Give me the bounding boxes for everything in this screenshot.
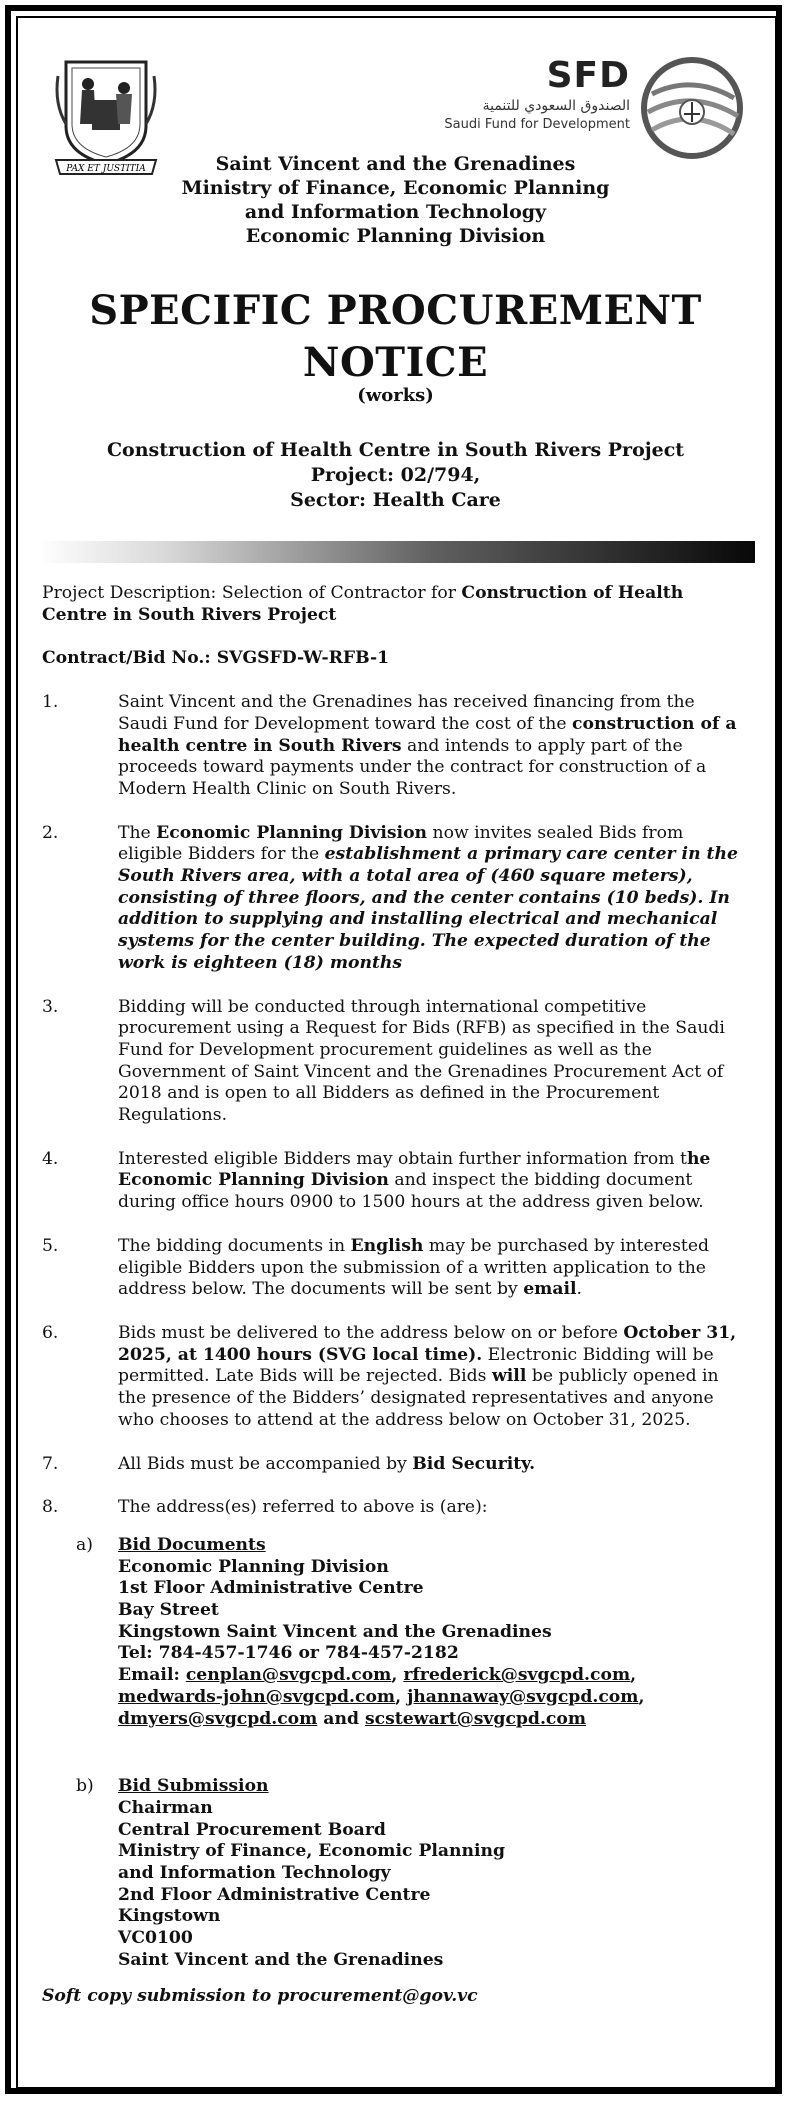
clause-bold: he Economic Planning Division bbox=[118, 1148, 711, 1191]
clause-text: be publicly opened in the presence of the Bidders’ designated representatives and anyone who chooses to attend at the address below on October 31, 2025. bbox=[118, 1366, 719, 1430]
clause-number: 4. bbox=[42, 1148, 59, 1169]
clause-text: The bidding documents in bbox=[118, 1235, 351, 1256]
notice-title bbox=[38, 285, 753, 389]
gov-line: Ministry of Finance, Economic Planning bbox=[181, 177, 610, 199]
project-line: Sector: Health Care bbox=[290, 489, 501, 511]
clause-number: 6. bbox=[42, 1322, 59, 1343]
clause-bold: email bbox=[523, 1279, 577, 1300]
email-link[interactable]: dmyers@svgcpd.com bbox=[118, 1708, 318, 1729]
address-letter: b) bbox=[76, 1776, 94, 1797]
clause-bold: Bid Security. bbox=[412, 1453, 536, 1474]
email-link[interactable]: cenplan@svgcpd.com bbox=[185, 1665, 392, 1686]
sfd-logo bbox=[428, 54, 748, 154]
project-description bbox=[42, 583, 742, 626]
clause-text: The address(es) referred to above is (are): bbox=[118, 1497, 488, 1518]
clause-text: Bids must be delivered to the address below on or before bbox=[118, 1322, 624, 1343]
address-bid-documents bbox=[42, 1535, 742, 1730]
separator: and bbox=[317, 1708, 365, 1729]
separator: , bbox=[630, 1665, 637, 1686]
clause-text: Saint Vincent and the Grenadines has received financing from the Saudi Fund for Development toward the cost of the bbox=[118, 692, 695, 734]
clause-bold-italic: establishment a primary care center in the South Rivers area, with a total area of (460 square meters), consisting of three floors, and the center contains (10 beds). In addition to supplying and installing electrical and mechanical systems for the center building. The expected duration of the work is eighteen (18) months bbox=[118, 844, 738, 973]
separator: , bbox=[391, 1665, 404, 1686]
clause-bold: construction of a health centre in South Rivers bbox=[118, 713, 737, 756]
clause-2 bbox=[42, 823, 742, 975]
clause-bold: will bbox=[491, 1366, 527, 1387]
clause-7 bbox=[42, 1454, 742, 1476]
clause-6 bbox=[42, 1323, 742, 1432]
clause-bold: October 31, 2025, at 1400 hours (SVG local time). bbox=[118, 1322, 737, 1365]
clause-1 bbox=[42, 692, 742, 801]
gov-line: and Information Technology bbox=[244, 201, 547, 223]
separator: , bbox=[395, 1686, 408, 1707]
clause-3 bbox=[42, 997, 742, 1127]
address-line: 2nd Floor Administrative Centre bbox=[118, 1884, 431, 1905]
description-prefix: Project Description: Selection of Contractor for bbox=[42, 583, 462, 603]
address-line: Economic Planning Division bbox=[118, 1556, 389, 1577]
government-heading bbox=[38, 152, 753, 248]
title-line: NOTICE bbox=[302, 339, 489, 386]
clause-text: now invites sealed Bids from eligible Bidders for the bbox=[118, 822, 684, 865]
sfd-abbrev: SFD bbox=[546, 55, 630, 96]
notice-body bbox=[42, 583, 742, 2007]
gov-line: Economic Planning Division bbox=[245, 225, 546, 247]
clause-text: and inspect the bidding document during office hours 0900 to 1500 hours at the address given below. bbox=[118, 1170, 704, 1213]
email-link[interactable]: rfrederick@svgcpd.com bbox=[403, 1665, 631, 1686]
address-line: Kingstown Saint Vincent and the Grenadines bbox=[118, 1621, 552, 1642]
gov-line: Saint Vincent and the Grenadines bbox=[215, 153, 576, 175]
clause-text: Bidding will be conducted through international competitive procurement using a Request for Bids (RFB) as specified in the Saudi Fund for Development procurement guidelines as well as the Government of Saint Vincent and the Grenadines Procurement Act of 2018 and is open to all Bidders as defined in the Procurement Regulations. bbox=[118, 996, 725, 1126]
clause-number: 1. bbox=[42, 692, 59, 713]
phone-line: Tel: 784-457-1746 or 784-457-2182 bbox=[118, 1643, 459, 1664]
clause-text: and intends to apply part of the proceeds toward payments under the contract for construction of a Modern Health Clinic on South Rivers. bbox=[118, 735, 707, 799]
clause-number: 2. bbox=[42, 822, 59, 843]
email-label: Email: bbox=[118, 1665, 186, 1686]
sfd-globe-icon bbox=[638, 54, 746, 162]
clause-5 bbox=[42, 1236, 742, 1301]
gradient-divider bbox=[38, 541, 755, 563]
clause-bold: Economic Planning Division bbox=[156, 822, 428, 843]
clause-text: The bbox=[118, 822, 157, 843]
clause-text: . bbox=[576, 1279, 583, 1300]
separator: , bbox=[638, 1686, 645, 1707]
project-heading bbox=[38, 438, 753, 513]
address-line: 1st Floor Administrative Centre bbox=[118, 1578, 424, 1599]
contract-number: Contract/Bid No.: SVGSFD-W-RFB-1 bbox=[42, 648, 390, 669]
address-line: Chairman bbox=[118, 1797, 213, 1818]
clause-text: Interested eligible Bidders may obtain further information from t bbox=[118, 1148, 687, 1169]
clause-4 bbox=[42, 1149, 742, 1214]
clause-number: 3. bbox=[42, 996, 59, 1017]
address-line: Bay Street bbox=[118, 1600, 219, 1621]
sfd-arabic-name: الصندوق السعودي للتنمية bbox=[482, 98, 630, 114]
soft-copy-note: Soft copy submission to procurement@gov.vc bbox=[42, 1985, 478, 2006]
email-line bbox=[118, 1665, 742, 1730]
email-link[interactable]: jhannaway@svgcpd.com bbox=[407, 1686, 639, 1707]
project-line: Construction of Health Centre in South Rivers Project bbox=[106, 439, 685, 461]
address-heading: Bid Submission bbox=[118, 1776, 269, 1797]
project-line: Project: 02/794, bbox=[310, 464, 481, 486]
address-line: Ministry of Finance, Economic Planning bbox=[118, 1841, 506, 1862]
address-line: VC0100 bbox=[118, 1928, 193, 1949]
address-heading: Bid Documents bbox=[118, 1534, 266, 1555]
notice-header bbox=[38, 40, 753, 545]
clause-text: may be purchased by interested eligible Bidders upon the submission of a written application to the address below. The documents will be sent by bbox=[118, 1235, 709, 1300]
email-link[interactable]: scstewart@svgcpd.com bbox=[364, 1708, 587, 1729]
clause-number: 8. bbox=[42, 1497, 59, 1518]
clause-8 bbox=[42, 1497, 742, 1519]
works-subtitle: (works) bbox=[357, 385, 434, 406]
address-letter: a) bbox=[76, 1534, 93, 1555]
address-line: Central Procurement Board bbox=[118, 1819, 386, 1840]
address-bid-submission bbox=[42, 1776, 742, 1971]
sfd-english-name: Saudi Fund for Development bbox=[444, 117, 630, 132]
clause-number: 5. bbox=[42, 1235, 59, 1256]
clause-text: Electronic Bidding will be permitted. Late Bids will be rejected. Bids bbox=[118, 1344, 714, 1387]
address-line: Kingstown bbox=[118, 1906, 221, 1927]
title-line: SPECIFIC PROCUREMENT bbox=[89, 287, 702, 334]
address-line: Saint Vincent and the Grenadines bbox=[118, 1949, 444, 1970]
motto-text: PAX ET JUSTITIA bbox=[66, 164, 146, 174]
clause-bold: English bbox=[350, 1235, 424, 1256]
address-line: and Information Technology bbox=[118, 1863, 391, 1884]
email-link[interactable]: medwards-john@svgcpd.com bbox=[118, 1686, 396, 1707]
clause-text: All Bids must be accompanied by bbox=[118, 1453, 413, 1474]
clause-number: 7. bbox=[42, 1453, 59, 1474]
description-project: Construction of Health Centre in South Rivers Project bbox=[42, 583, 684, 625]
